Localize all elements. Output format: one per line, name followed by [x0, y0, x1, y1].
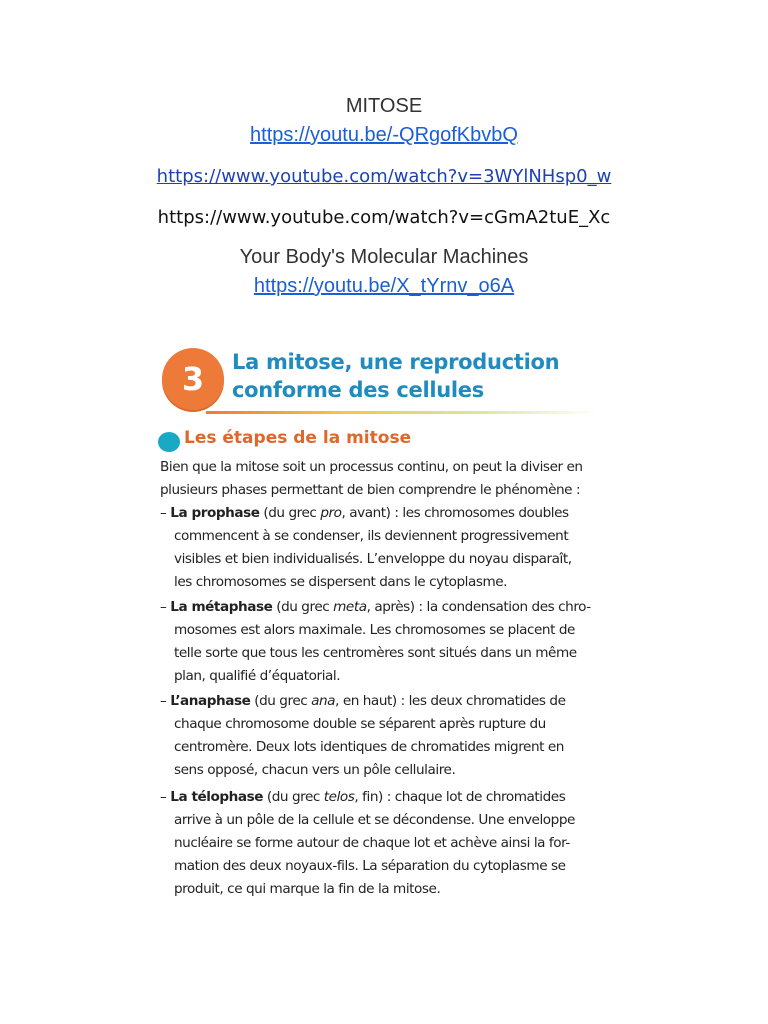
anaphase-greek: ana: [311, 693, 336, 709]
prophase-text-b: , avant) : les chromosomes doubles: [341, 505, 569, 521]
telophase-text-a: (du grec: [263, 789, 324, 805]
metaphase-line-1: [160, 598, 591, 616]
heading-underline: [206, 411, 598, 414]
intro-line-1: Bien que la mitose soit un processus continu, on peut la diviser en: [160, 459, 583, 475]
anaphase-text-a: (du grec: [250, 693, 312, 709]
anaphase-text-b: , en haut) : les deux chromatides de: [335, 693, 566, 709]
metaphase-line-4: plan, qualifié d’équatorial.: [174, 668, 341, 684]
telophase-line-4: mation des deux noyaux-fils. La séparation du cytoplasme se: [174, 858, 566, 874]
list-dash: –: [160, 789, 167, 805]
metaphase-text-a: (du grec: [272, 599, 334, 615]
video-link-3-text[interactable]: https://youtu.be/X_tYrnv_o6A: [253, 275, 515, 297]
prophase-line-4: les chromosomes se dispersent dans le cytoplasme.: [174, 574, 508, 590]
metaphase-line-3: telle sorte que tous les centromères sont situés dans un même: [174, 645, 577, 661]
molecular-machines-title: Your Body's Molecular Machines: [239, 246, 529, 268]
excerpt-title-line-1: La mitose, une reproduction: [232, 350, 560, 374]
bullet-dot-icon: [158, 432, 180, 452]
prophase-line-2: commencent à se condenser, ils deviennent progressivement: [174, 528, 569, 544]
prophase-line-3: visibles et bien individualisés. L’enveloppe du noyau disparaît,: [174, 551, 572, 567]
plain-url: https://www.youtube.com/watch?v=cGmA2tuE_Xc: [157, 207, 611, 228]
metaphase-line-2: mosomes est alors maximale. Les chromosomes se placent de: [174, 622, 575, 638]
video-link-1-text[interactable]: https://youtu.be/-QRgofKbvbQ: [250, 124, 518, 146]
telophase-line-3: nucléaire se forme autour de chaque lot et achève ainsi la for-: [174, 835, 570, 851]
textbook-excerpt-image: [152, 338, 602, 910]
list-dash: –: [160, 505, 167, 521]
telophase-text-b: , fin) : chaque lot de chromatides: [354, 789, 566, 805]
list-dash: –: [160, 693, 167, 709]
video-link-3[interactable]: [0, 275, 768, 298]
metaphase-greek: meta: [333, 599, 367, 615]
anaphase-line-1: [160, 692, 566, 710]
prophase-greek: pro: [320, 505, 342, 521]
anaphase-term: L’anaphase: [170, 693, 251, 709]
telophase-line-5: produit, ce qui marque la fin de la mitose.: [174, 881, 441, 897]
telophase-greek: telos: [323, 789, 355, 805]
anaphase-line-3: centromère. Deux lots identiques de chromatides migrent en: [174, 739, 564, 755]
video-link-2[interactable]: [0, 166, 768, 187]
video-link-2-text[interactable]: https://www.youtube.com/watch?v=3WYlNHsp0_w: [156, 166, 612, 187]
section-number-badge: [162, 348, 224, 410]
telophase-line-2: arrive à un pôle de la cellule et se décondense. Une enveloppe: [174, 812, 575, 828]
prophase-text-a: (du grec: [259, 505, 321, 521]
prophase-line-1: [160, 504, 569, 522]
metaphase-term: La métaphase: [170, 599, 273, 615]
telophase-term: La télophase: [170, 789, 264, 805]
excerpt-subtitle: Les étapes de la mitose: [184, 428, 412, 448]
page-title: MITOSE: [345, 95, 423, 117]
video-link-1[interactable]: [0, 124, 768, 147]
excerpt-title-line-2: conforme des cellules: [232, 378, 484, 402]
section-number: 3: [181, 360, 205, 398]
anaphase-line-4: sens opposé, chacun vers un pôle cellulaire.: [174, 762, 456, 778]
list-dash: –: [160, 599, 167, 615]
intro-line-2: plusieurs phases permettant de bien comprendre le phénomène :: [160, 482, 581, 498]
anaphase-line-2: chaque chromosome double se séparent après rupture du: [174, 716, 546, 732]
telophase-line-1: [160, 788, 565, 806]
prophase-term: La prophase: [170, 505, 260, 521]
metaphase-text-b: , après) : la condensation des chro-: [366, 599, 591, 615]
